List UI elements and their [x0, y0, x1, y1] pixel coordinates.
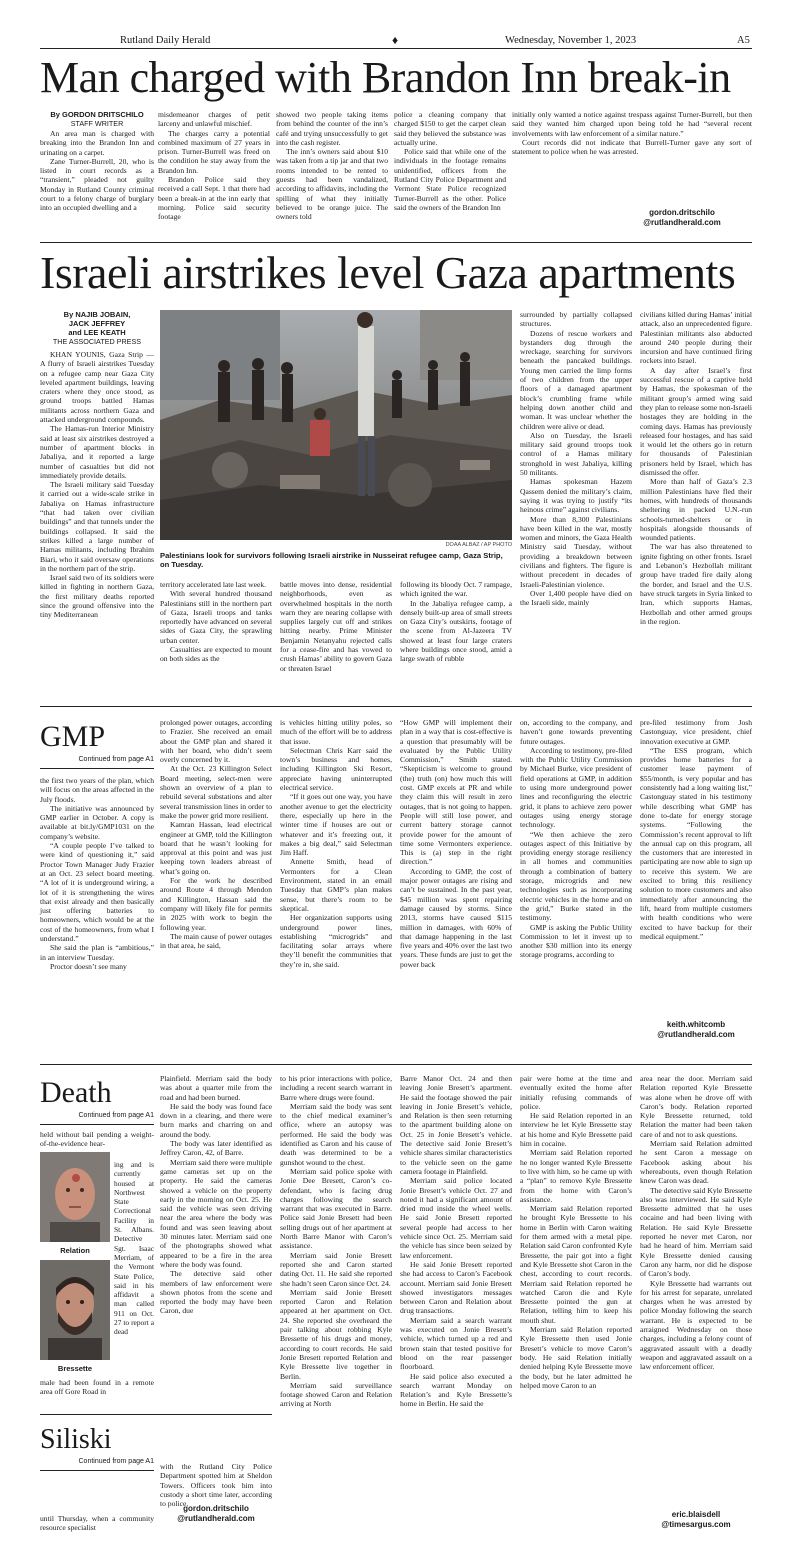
gaza-photo [160, 310, 512, 540]
paragraph: For the work he described around Route 4 through Mendon and Killington, Hassan said the company will likely file for permits in 2025 with work to begin the following year. [160, 876, 272, 932]
byline-name: By GORDON DRITSCHILO [50, 110, 144, 119]
siliski-section-title: Siliski [40, 1424, 112, 1455]
death-continued: Continued from page A1 [78, 1112, 154, 1119]
death-col-6 [640, 1074, 752, 1506]
paragraph: initially only wanted a notice against trespass against Turner-Burrell, but then said they wanted him charged upon being told he had “several recent involvements with law enforcement of a similar nature.” [512, 110, 752, 138]
paragraph: More than half of Gaza’s 2.3 million Palestinians have fled their homes, with hundreds of thousands sheltering in packed U.N.-run schools-turned-shelters or in hospitals alongside thousands of wounded patients. [640, 477, 752, 543]
paragraph: Merriam said the body was sent to the chief medical examiner’s office, where an autopsy was performed. He said the body was identified as Caron and his cause of death was determined to be a gunshot wound to the chest. [280, 1101, 392, 1167]
paragraph: Barre Manor Oct. 24 and then leaving Jonie Bresett’s apartment. He said the footage showed the pair leaving in Jonie Bresett’s vehicle, and Relation is then seen returning to the apartment building alone on Oct. 25 in Jonie Bresett’s vehicle. The detective said Jonie Bresett’s vehicle shares similar characteristics to the vehicle seen on the game camera footage in Plainfield. [400, 1074, 512, 1176]
byline-line-3: and LEE KEATH [68, 328, 126, 337]
paragraph: A day after Israel’s first successful rescue of a captive held by Hamas, the spokesman of the militant group’s armed wing said they plan to release some non-Israeli hostages they are holding in the coming days. Hamas has previously released four hostages, and has said it would let the others go in return for thousands of Palestinian prisoners held by Israel, which has dismissed the offer. [640, 365, 752, 478]
byline-line-1: By NAJIB JOBAIN, [63, 310, 131, 319]
paragraph: showed two people taking items from behind the counter of the inn’s café and trying unsuccessfully to get into the cash register. [276, 110, 388, 147]
death-lead-text: held without bail pending a weight-of-the-evidence hear- [40, 1130, 154, 1149]
paragraph: Hamas spokesman Hazem Qassem denied the military’s claim, saying it was trying to justify “its heinous crime” against civilians. [520, 477, 632, 515]
paragraph: “If it goes out one way, you have another avenue to get the electricity there, especially up here in the winter time if houses are out or whatever and it’s freezing out, it makes a big deal,” said Selectman Jim Haff. [280, 792, 392, 858]
paragraph: In the Jabaliya refugee camp, a densely built-up area of small streets on Gaza City’s outskirts, footage of the scene from Al-Jazeera TV showed at least four large craters where buildings once stood, amid a large swath of rubble [400, 598, 512, 664]
paragraph: Selectman Chris Karr said the town’s business and homes, including Killington Ski Resort, appreciate having uninterrupted electrical service. [280, 745, 392, 793]
sig-email-user: eric.blaisdell [671, 1510, 721, 1519]
siliski-col-1 [40, 1514, 154, 1538]
story2-col-6 [640, 310, 752, 696]
story2-col-2 [160, 580, 272, 696]
death-col-4 [400, 1074, 512, 1539]
sig-email-domain: @rutlandherald.com [177, 1513, 255, 1523]
sig-email-user: gordon.dritschilo [649, 208, 715, 217]
gmp-signature [640, 1020, 752, 1039]
paragraph: Merriam said surveillance footage showed Caron and Relation arriving at North [280, 1380, 392, 1409]
paragraph: “How GMP will implement their plan in a way that is cost-effective is a question that presumably will be evaluated by the Public Utility Commission,” Smith stated. “Skepticism is welcome to ground (the) truth (on) how much this will cost. GMP excels at PR and while they claim this will result in zero outages, that is not going to happen. People will still lose power, and current battery storage cannot provide power for the amount of time some Vermonters experience. This is (a) step in the right direction.” [400, 718, 512, 867]
story2-col-1 [40, 350, 154, 696]
paragraph: The Hamas-run Interior Ministry said at least six airstrikes destroyed a number of apartment blocks in Jabaliya, and it reported a large number of casualties but did not immediately provide details. [40, 424, 154, 480]
paragraph: Israel said two of its soldiers were killed in fighting in northern Gaza, the first military deaths reported since the ground offensive into the tiny Mediterranean [40, 573, 154, 620]
death-section-title: Death [40, 1076, 112, 1109]
paragraph: surrounded by partially collapsed structures. [520, 310, 632, 329]
paragraph: is vehicles hitting utility poles, so much of the effort will be to address that issue. [280, 718, 392, 746]
mugshot-bressette [40, 1260, 110, 1360]
paragraph: Casualties are expected to mount on both sides as the [160, 645, 272, 664]
paragraph: Police said that while one of the individuals in the footage remains unidentified, officers from the Rutland City Police Department and Vermont State Police recognized Turner-Burrell as the other. Police said the owners of the Brandon Inn [394, 147, 506, 212]
story1-signature [612, 208, 752, 227]
rubble-scene-image [160, 310, 512, 540]
paragraph: More than 8,300 Palestinians have been killed in the war, mostly women and minors, the Gaza Health Ministry said Tuesday, without providing a breakdown between civilians and fighters. The figure is without precedent in decades of Israeli-Palestinian violence. [520, 514, 632, 589]
paragraph: The charges carry a potential combined maximum of 27 years in prison. Turner-Burrell was freed on the condition he stay away from the Brandon Inn. [158, 128, 270, 175]
relation-photo [40, 1152, 110, 1242]
paragraph: area near the door. Merriam said Relation reported Kyle Bressette was alone when he drove off with Caron’s body. Relation reported Kyle Bressette returned, told Relation the matter had been taken care of and not to ask questions. [640, 1074, 752, 1139]
paragraph: pre-filed testimony from Josh Castonguay, vice president, chief innovation executive at GMP. [640, 718, 752, 746]
paragraph: pair were home at the time and eventually exited the home after initially refusing commands of police. [520, 1074, 632, 1111]
ornament-icon: ♦ [392, 33, 399, 47]
gmp-col-2 [160, 718, 272, 1058]
paragraph: with the Rutland City Police Department spotted him at Sheldon Towers. Officers took him into custody a short time later, according to police. [160, 1462, 272, 1509]
paragraph: The inn’s owners said about $10 was taken from a tip jar and that two rooms intended to be rented to guests had been vandalized, according to affidavits, including the spilling of what they initially believed to be orange juice. The owners told [276, 147, 388, 222]
gmp-continued: Continued from page A1 [78, 756, 154, 763]
paragraph: Merriam said Relation admitted he sent Caron a message on Facebook asking about his whereabouts, even though Relation knew Caron was dead. [640, 1139, 752, 1186]
paragraph: An area man is charged with breaking into the Brandon Inn and urinating on a carpet. [40, 129, 154, 157]
story1-col-5 [512, 110, 752, 206]
paragraph: Kyle Bressette had warrants out for his arrest for separate, unrelated charges when he was arrested by police Monday following the search warrant. He is expected to be arraigned Wednesday on those charges, including a felony count of aggravated assault with a deadly weapon and aggravated assault on a law enforcement officer. [640, 1278, 752, 1372]
paragraph: prolonged power outages, according to Frazier. She received an email about the GMP plan and shared it with her board, who didn’t seem overly concerned by it. [160, 718, 272, 765]
gmp-col-1 [40, 776, 154, 1058]
sig-email-user: gordon.dritschilo [183, 1504, 249, 1513]
paragraph: She said the plan is “ambitious,” in an interview Tuesday. [40, 943, 154, 962]
paragraph: “A couple people I’ve talked to were kind of questioning it,” said Proctor Town Manager Judy Frazier at an Oct. 23 select board meeting. “A lot of it is underground wiring, a lot of it is strengthening the wires that exist already and then basically just offering batteries to homeowners, which would be at the cost of the homeowners, from what I understand.” [40, 841, 154, 944]
paragraph: He said Relation reported in an interview he let Kyle Bressette stay at his home and Kyle Bressette paid him in cocaine. [520, 1111, 632, 1149]
death-col-3 [280, 1074, 392, 1539]
death-tail-text: male had been found in a remote area off Gore Road in [40, 1378, 154, 1397]
paragraph: on, according to the company, and haven’t gone towards preventing future outages. [520, 718, 632, 746]
story2-col-5 [520, 310, 632, 696]
headline-brandon-inn: Man charged with Brandon Inn break-in [40, 53, 731, 102]
siliski-signature [160, 1504, 272, 1523]
gmp-col-3 [280, 718, 392, 1058]
story1-col-4 [394, 110, 506, 231]
paper-name: Rutland Daily Herald [120, 35, 211, 46]
story1-col-1 [40, 129, 154, 231]
death-wrap-paragraph: ing and is currently housed at Northwest State Correctional Facility in St. Albans. Detective Sgt. Isaac Merriam, of the Vermont State Police, said in his affidavit a man called 911 on Oct. 27 to report a dead [114, 1160, 154, 1337]
paragraph: Merriam said Relation reported Kyle Bressette then used Jonie Bresett’s vehicle to move Caron’s body. He said Relation initially denied helping Kyle Bressette move the body, but he later admitted he helped move Caron to an [520, 1325, 632, 1390]
story2-col-3 [280, 580, 392, 696]
paragraph: According to testimony, pre-filed with the Public Utility Commission by Michael Burke, vice president of field operations at GMP, in addition to using more underground power lines and reconfiguring the electric grid, it plans to achieve zero power outages using energy storage technology. [520, 745, 632, 830]
paragraph: Her organization supports using underground power lines, establishing “microgrids” and facilitating solar arrays where they’ll benefit the communities that they’re in, she said. [280, 913, 392, 969]
story2-col-4 [400, 580, 512, 696]
paragraph: He said police also executed a search warrant Monday on Relation’s and Kyle Bressette’s home in Berlin. He said the [400, 1371, 512, 1409]
gmp-rule [40, 1064, 752, 1065]
page-number: A5 [737, 35, 750, 46]
paragraph: The detective said Kyle Bressette also was interviewed. He said Kyle Bressette admitted that he uses cocaine and had been living with Relation. He said Kyle Bressette reported he never met Caron, nor had he heard of him. Merriam said Kyle Bressette denied causing Caron any harm, nor did he dispose of Caron’s body. [640, 1185, 752, 1279]
paragraph: Annette Smith, head of Vermonters for a Clean Environment, stated in an email Tuesday that GMP’s plan makes sense, but there’s room to be skeptical. [280, 857, 392, 913]
paragraph: civilians killed during Hamas’ initial attack, also an unprecedented figure. Palestinian militants also abducted around 240 people during their incursion and have continued firing rockets into Israel. [640, 310, 752, 366]
death-col-2 [160, 1074, 272, 1412]
paragraph: KHAN YOUNIS, Gaza Strip — A flurry of Israeli airstrikes Tuesday on a refugee camp near Gaza City leveled apartment buildings, leaving craters where they once stood, as ground troops battled Hamas militants across northern Gaza and attacked underground compounds. [40, 350, 154, 425]
paragraph: following its bloody Oct. 7 rampage, which ignited the war. [400, 580, 512, 599]
paragraph: “We then achieve the zero outages aspect of this Initiative by providing energy storage resiliency in all homes and communities through a combination of battery storage, microgrids and new technologies such as incorporating electric vehicles in the home and on the grid,” Burke stated in the testimony. [520, 829, 632, 923]
paragraph: Merriam said police spoke with Jonie Dee Bresett, Caron’s co-defendant, who is facing drug charges following the search warrant that was executed in Barre. Police said Jonie Bresett had been selling drugs out of her apartment at North Barre Manor with Caron’s assistance. [280, 1166, 392, 1251]
issue-date: Wednesday, November 1, 2023 [505, 35, 637, 46]
paragraph: The main cause of power outages in that area, he said, [160, 931, 272, 951]
paragraph: The war has also threatened to ignite fighting on other fronts. Israel and Lebanon’s Hezbollah militant group have traded fire daily along the border, and Israel and the U.S. have struck targets in Syria linked to Iran, which supports Hamas, Hezbollah and other armed groups in the region. [640, 542, 752, 626]
death-signature [640, 1510, 752, 1529]
mugshot-relation [40, 1152, 110, 1242]
siliski-rule [40, 1414, 272, 1415]
death-lead [40, 1130, 154, 1150]
paragraph: He said Jonie Bresett reported she had access to Caron’s Facebook account. Merriam said Jonie Bresett showed investigators messages between Caron and Relation about drug transactions. [400, 1259, 512, 1316]
byline-story2 [40, 310, 154, 346]
paragraph: Kamran Hassan, lead electrical engineer at GMP, told the Killington board that he wasn’t looking for approval at this point and was just keeping town leaders abreast of what’s going on. [160, 820, 272, 876]
story1-col-3 [276, 110, 388, 231]
paragraph: until Thursday, when a community resource specialist [40, 1514, 154, 1533]
sig-email-domain: @rutlandherald.com [657, 1029, 735, 1039]
story2-rule [40, 706, 752, 707]
siliski-jump-rule [40, 1470, 154, 1471]
story1-col-2 [158, 110, 270, 231]
paragraph: Brandon Police said they received a call Sept. 1 that there had been a break-in at the inn early that morning. Police said security footage [158, 175, 270, 222]
paragraph: Dozens of rescue workers and bystanders dug through the wreckage, searching for survivors beneath the pancaked buildings. Young men carried the limp forms of two children from the upper floors of a damaged apartment block’s crumbling frame while helping down another child and woman. It was unclear whether the children were alive or dead. [520, 328, 632, 431]
sig-email-domain: @rutlandherald.com [643, 217, 721, 227]
paragraph: Proctor doesn’t see many [50, 961, 127, 971]
death-col-5 [520, 1074, 632, 1539]
paragraph: The Israeli military said Tuesday it carried out a wide-scale strike in Jabaliya on Hamas infrastructure “that had taken over civilian buildings” and that tunnels under the buildings collapsed. It said the strikes killed a large number of Hamas militants, including Ibrahim Biari, who it said oversaw operations in the northern part of the strip. [40, 480, 154, 573]
paragraph: Merriam said police located Jonie Bresett’s vehicle Oct. 27 and noted it had a significant amount of dried mud inside the wheel wells. He said Jonie Bresett reported several people had access to her vehicle since Oct. 25. Merriam said the vehicle has since been seized by law enforcement. [400, 1176, 512, 1260]
paragraph: Plainfield. Merriam said the body was about a quarter mile from the road and had been burned. [160, 1074, 272, 1102]
death-tail [40, 1378, 154, 1408]
byline-role: STAFF WRITER [70, 119, 124, 128]
paragraph: Merriam said there were multiple game cameras set up on the property. He said the cameras showed a vehicle on the property early in the morning on Oct. 25. He said the vehicle was seen driving near the area where the body was found and was seen leaving about 30 minutes later. Merriam said one of the photographs showed what appeared to be a fire in the area where the body was found. [160, 1157, 272, 1269]
paragraph: misdemeanor charges of petit larceny and unlawful mischief. [158, 110, 270, 129]
paragraph: At the Oct. 23 Killington Select Board meeting, select-men were shown an overview of a plan to rebuild several substations and alter several transmission lines in order to make the power grid more resilient. [160, 764, 272, 820]
gmp-col-4 [400, 718, 512, 1058]
byline-story1 [40, 110, 154, 128]
paragraph: Merriam said Jonie Bresett reported she and Caron started dating Oct. 11. He said she reported she hadn’t seen Caron since Oct. 24. [280, 1250, 392, 1288]
sig-email-user: keith.whitcomb [666, 1020, 726, 1029]
paragraph: to his prior interactions with police, including a recent search warrant in Barre where drugs were found. [280, 1074, 392, 1102]
paragraph: He said the body was found face down in a clearing, and there were burn marks and charring on and around the body. [160, 1101, 272, 1139]
gmp-section-title: GMP [40, 720, 106, 753]
mugshot-label-bressette: Bressette [57, 1364, 93, 1373]
paragraph: According to GMP, the cost of major power outages are rising and can’t be sustained. In the past year, $45 million was spent repairing damage caused by storms. Since 2013, storms have caused $115 million in damages, with 60% of that damage happening in the last five years and 40% over the last two years. These funds are just to get the power back [400, 866, 512, 969]
paragraph: The initiative was announced by GMP earlier in October. A copy is available at bit.ly/GMP1031 on the company’s website. [40, 803, 154, 841]
gmp-jump-rule [40, 768, 154, 769]
sig-email-domain: @timesargus.com [661, 1519, 731, 1529]
photo-caption: Palestinians look for survivors following Israeli airstrike in Nusseirat refugee camp, Gaza Strip, on Tuesday. [160, 551, 503, 569]
paragraph: police a cleaning company that charged $150 to get the carpet clean said they believed the substance was actually urine. [394, 110, 506, 147]
masthead-rule [40, 48, 752, 49]
siliski-continued: Continued from page A1 [78, 1458, 154, 1465]
gmp-col-5 [520, 718, 632, 1058]
gmp-col-6 [640, 718, 752, 1018]
paragraph: With several hundred thousand Palestinians still in the northern part of Gaza, Israeli troops and tanks reportedly have advanced on several sides of Gaza City, the sprawling urban center. [160, 589, 272, 645]
paragraph: Merriam said Relation reported he no longer wanted Kyle Bressette to live with him, so he came up with a “plan” to remove Kyle Bressette from the home with Caron’s assistance. [520, 1148, 632, 1204]
paragraph: Merriam said a search warrant was executed on Jonie Bresett’s vehicle, which turned up a red and brown stain that tested positive for blood on the rear passenger floorboard. [400, 1315, 512, 1372]
paragraph: Zane Turner-Burrell, 20, who is listed in court records as a “transient,” pleaded not guilty Monday in Rutland County criminal court to a felony charge of burglary into an occupied dwelling and a [40, 156, 154, 213]
story1-rule [40, 242, 752, 243]
paragraph: territory accelerated late last week. [160, 580, 267, 589]
bressette-photo [40, 1260, 110, 1360]
headline-gaza: Israeli airstrikes level Gaza apartments [40, 247, 736, 298]
death-wrap-text [114, 1160, 154, 1378]
death-jump-rule [40, 1124, 154, 1125]
paragraph: battle moves into dense, residential neighborhoods, even as overwhelmed hospitals in the north warn they are nearing collapse with supplies largely cut off and strikes hitting nearby. Prime Minister Benjamin Netanyahu rejected calls for a cease-fire and has vowed to crush Hamas’ ability to govern Gaza or threaten Israel [280, 580, 392, 673]
paragraph: GMP is asking the Public Utility Commission to let it invest up to another $30 million into its energy storage programs, according to [520, 922, 632, 960]
paragraph: Merriam said Relation reported he brought Kyle Bressette to his home in Berlin with Caron waiting for them armed with a metal pipe. Relation said Caron confronted Kyle Bressette, the pair got into a fight and Kyle Bressette shot Caron in the chest, according to court records. Merriam said Relation reported he watched Caron die and Kyle Bressette pointed the gun at Relation, telling him to keep his mouth shut. [520, 1204, 632, 1325]
mugshot-label-relation: Relation [60, 1246, 90, 1255]
paragraph: Also on Tuesday, the Israeli military said ground troops took control of a Hamas military stronghold in west Jabaliya, killing 50 militants. [520, 430, 632, 478]
paragraph: Court records did not indicate that Burrell-Turner gave any sort of statement to police when he was arrested. [512, 137, 752, 157]
photo-credit: DOAA ALBAZ / AP PHOTO [445, 542, 512, 548]
paragraph: the first two years of the plan, which will focus on the areas affected in the July floods. [40, 776, 154, 804]
byline-role: THE ASSOCIATED PRESS [52, 337, 142, 346]
paragraph: Merriam said Jonie Bresett reported Caron and Relation appeared at her apartment on Oct. 24. She reported she overheard the pair talking about robbing Kyle Bressette of his drugs and money, according to court records. He said Jonie Bresett reported Relation and Kyle Bressette live together in Berlin. [280, 1287, 392, 1381]
paragraph: The detective said other members of law enforcement were shown photos from the scene and reported the body may have been Caron, due [160, 1269, 272, 1316]
paragraph: Over 1,400 people have died on the Israeli side, mainly [520, 588, 632, 608]
byline-line-2: JACK JEFFREY [68, 319, 126, 328]
paragraph: The body was later identified as Jeffrey Caron, 42, of Barre. [160, 1139, 272, 1158]
paragraph: “The ESS program, which provides home batteries for a customer lease payment of $55/month, is very popular and has consistently had a long waiting list,” Castonguay stated in his testimony while describing what GMP has done to-date for energy storage systems. “Following the Commission’s recent approval to lift the annual cap on this program, all the customers that are interested in participating are now able to sign up to receive this system. We are excited to bring this resiliency solution to more customers and also immediately after announcing the lift, heard from multiple customers with health conditions who were excited to have backup for their medical equipment.” [640, 745, 752, 941]
